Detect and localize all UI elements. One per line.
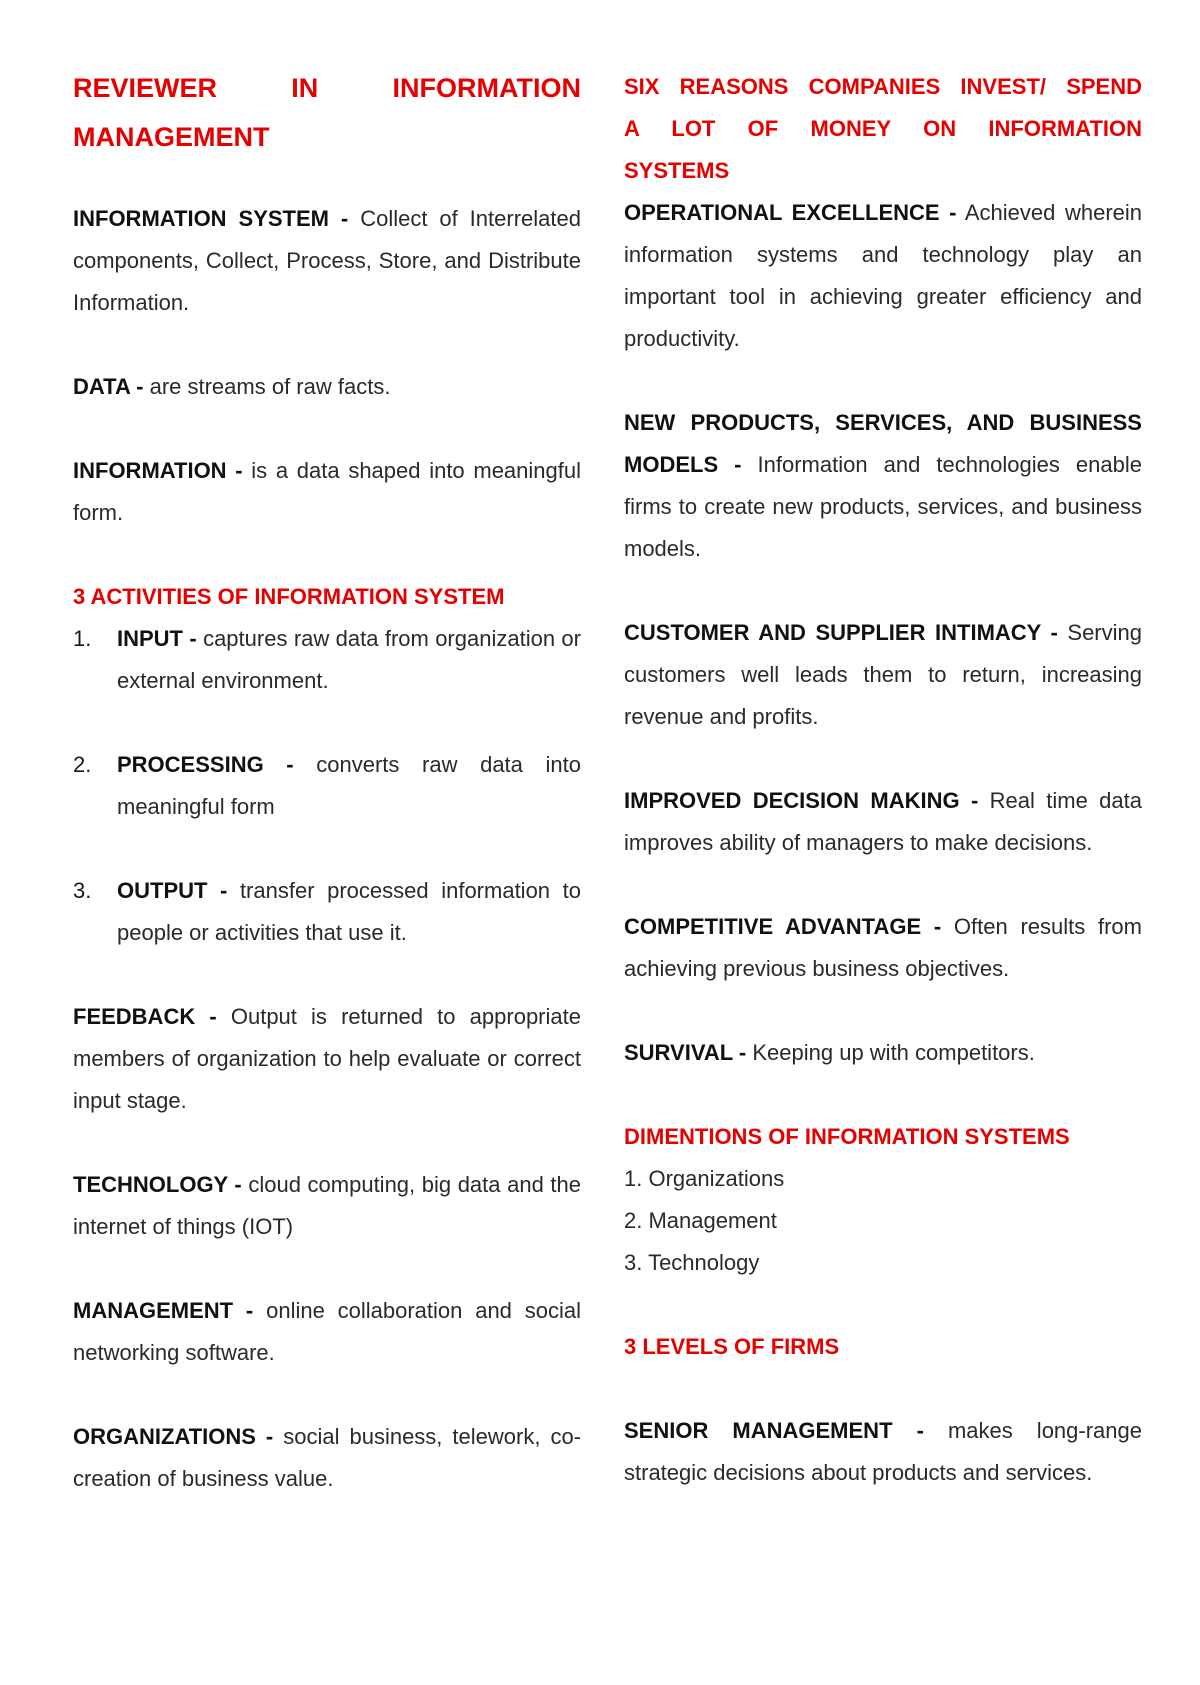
reason-desc: Information and technologies enable firms to create new products, services, and business models.	[624, 452, 1142, 561]
activity-desc: converts raw data into meaningful form	[117, 752, 581, 819]
definition-term: FEEDBACK -	[73, 1004, 217, 1029]
document-title	[73, 64, 581, 162]
dimensions-heading: DIMENTIONS OF INFORMATION SYSTEMS	[624, 1124, 1070, 1149]
reason-new-products	[624, 402, 1142, 570]
activity-number: 2.	[73, 752, 92, 777]
activities-list	[73, 618, 581, 954]
definition-information-system	[73, 198, 581, 324]
list-item: 3. Technology	[624, 1250, 760, 1275]
right-column	[624, 66, 1142, 1494]
reason-desc: Serving customers well leads them to return, increasing revenue and profits.	[624, 620, 1142, 729]
reason-term: IMPROVED DECISION MAKING -	[624, 788, 979, 813]
levels-heading: 3 LEVELS OF FIRMS	[624, 1334, 840, 1359]
left-column	[73, 64, 581, 1500]
definition-information	[73, 450, 581, 534]
activity-term: INPUT -	[117, 626, 197, 651]
activity-desc: transfer processed information to people or activities that use it.	[117, 878, 581, 945]
activity-item-processing	[73, 744, 581, 828]
definition-feedback	[73, 996, 581, 1122]
definition-desc: online collaboration and social networking software.	[73, 1298, 581, 1365]
definition-management	[73, 1290, 581, 1374]
reason-survival	[624, 1032, 1142, 1074]
reason-customer-intimacy	[624, 612, 1142, 738]
definition-desc: is a data shaped into meaningful form.	[73, 458, 581, 525]
activities-heading: 3 ACTIVITIES OF INFORMATION SYSTEM	[73, 584, 505, 609]
reason-desc: Keeping up with competitors.	[746, 1040, 1035, 1065]
activity-term: OUTPUT -	[117, 878, 228, 903]
reason-desc: Achieved wherein information systems and technology play an important tool in achieving greater efficiency and productivity.	[624, 200, 1143, 351]
reasons-heading-line-3: SYSTEMS	[624, 158, 730, 183]
reason-term: COMPETITIVE ADVANTAGE -	[624, 914, 942, 939]
list-item: 2. Management	[624, 1208, 777, 1233]
level-term: SENIOR MANAGEMENT -	[624, 1418, 924, 1443]
reason-term: OPERATIONAL EXCELLENCE -	[624, 200, 957, 225]
definition-term: DATA -	[73, 374, 144, 399]
definition-desc: Collect of Interrelated components, Collect, Process, Store, and Distribute Information.	[73, 206, 581, 315]
definition-term: TECHNOLOGY -	[73, 1172, 242, 1197]
activity-number: 3.	[73, 878, 92, 903]
reason-term: CUSTOMER AND SUPPLIER INTIMACY -	[624, 620, 1058, 645]
title-line-1: REVIEWER IN INFORMATION	[73, 73, 581, 103]
definition-desc: social business, telework, co-creation of business value.	[73, 1424, 582, 1491]
title-line-2: MANAGEMENT	[73, 122, 270, 152]
activity-number: 1.	[73, 626, 92, 651]
activity-desc: captures raw data from organization or external environment.	[117, 626, 581, 693]
definition-term: INFORMATION -	[73, 458, 243, 483]
list-item: 1. Organizations	[624, 1166, 785, 1191]
definition-organizations	[73, 1416, 581, 1500]
reason-term: NEW PRODUCTS, SERVICES, AND BUSINESS MODELS -	[624, 410, 1142, 477]
reasons-heading-line-1: SIX REASONS COMPANIES INVEST/ SPEND	[624, 74, 1142, 99]
reason-decision-making	[624, 780, 1142, 864]
definition-desc: Output is returned to appropriate members of organization to help evaluate or correct input stage.	[73, 1004, 581, 1113]
definition-term: INFORMATION SYSTEM -	[73, 206, 349, 231]
activity-term: PROCESSING -	[117, 752, 294, 777]
activity-item-input	[73, 618, 581, 702]
definition-term: ORGANIZATIONS -	[73, 1424, 274, 1449]
activity-item-output	[73, 870, 581, 954]
reason-competitive-advantage	[624, 906, 1142, 990]
reason-desc: Often results from achieving previous business objectives.	[624, 914, 1142, 981]
definition-desc: cloud computing, big data and the internet of things (IOT)	[73, 1172, 581, 1239]
reasons-heading-line-2: A LOT OF MONEY ON INFORMATION	[624, 116, 1142, 141]
definition-desc: are streams of raw facts.	[143, 374, 391, 399]
definition-data	[73, 366, 581, 408]
reason-term: SURVIVAL -	[624, 1040, 747, 1065]
definition-term: MANAGEMENT -	[73, 1298, 254, 1323]
dimensions-list	[624, 1158, 1142, 1284]
level-desc: makes long-range strategic decisions about products and services.	[624, 1418, 1142, 1485]
reason-operational-excellence	[624, 192, 1142, 360]
definition-technology	[73, 1164, 581, 1248]
reason-desc: Real time data improves ability of managers to make decisions.	[624, 788, 1143, 855]
reasons-heading	[624, 66, 1142, 192]
level-senior-management	[624, 1410, 1142, 1494]
